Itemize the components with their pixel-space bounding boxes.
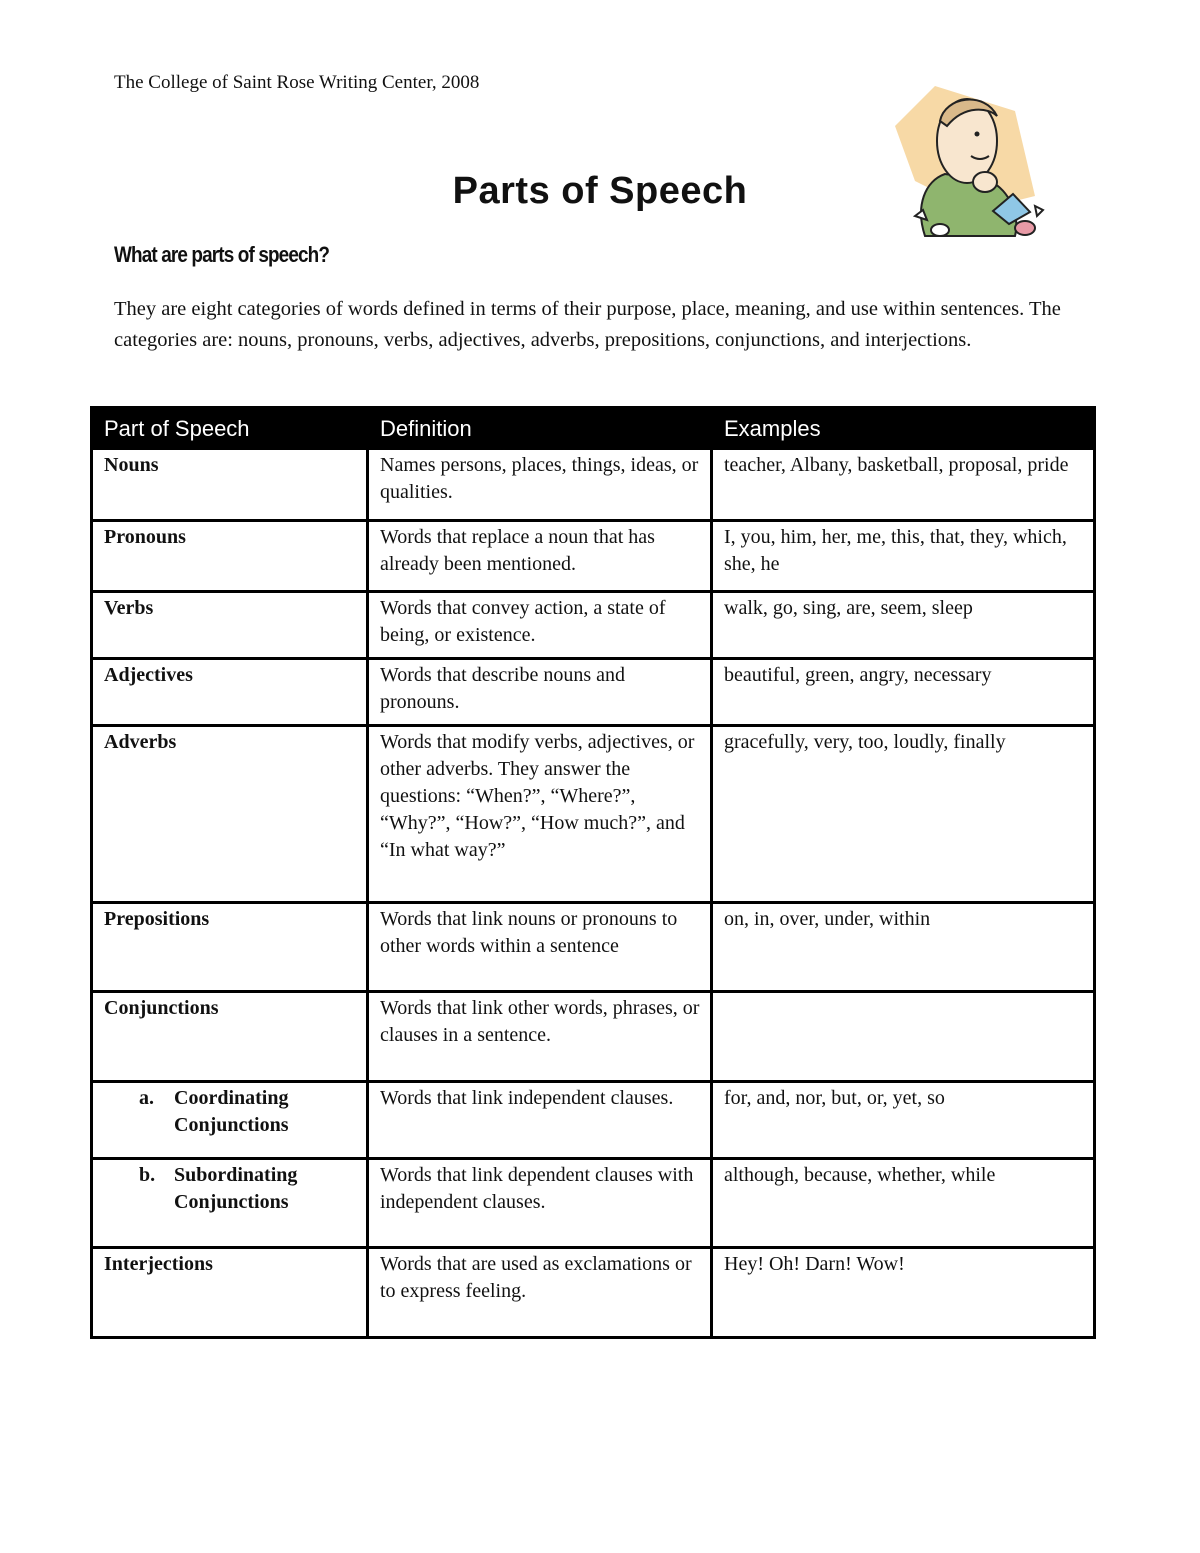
part-cell — [92, 1082, 368, 1159]
thinking-man-clipart-icon — [885, 86, 1047, 244]
definition-cell: Words that replace a noun that has already been mentioned. — [368, 521, 712, 592]
definition-cell: Words that link nouns or pronouns to other words within a sentence — [368, 903, 712, 992]
definition-cell: Words that link independent clauses. — [368, 1082, 712, 1159]
table-row — [92, 992, 1095, 1082]
part-cell: Interjections — [92, 1248, 368, 1338]
column-header-part: Part of Speech — [92, 408, 368, 449]
examples-cell: on, in, over, under, within — [712, 903, 1095, 992]
examples-cell: for, and, nor, but, or, yet, so — [712, 1082, 1095, 1159]
sub-category-name: Coordinating Conjunctions — [174, 1087, 289, 1136]
part-cell: Conjunctions — [92, 992, 368, 1082]
page-title: Parts of Speech — [452, 170, 748, 212]
part-cell: Adjectives — [92, 659, 368, 726]
table-row — [92, 592, 1095, 659]
list-marker: b. — [139, 1164, 156, 1186]
section-heading: What are parts of speech? — [114, 242, 330, 267]
part-cell: Adverbs — [92, 726, 368, 903]
table-row — [92, 903, 1095, 992]
intro-paragraph: They are eight categories of words defined in terms of their purpose, place, meaning, and use within sentences. The categories are: nouns, pronouns, verbs, adjectives, adverbs, prepositions, conjunctions, and interjections. — [114, 298, 1061, 351]
examples-cell — [712, 992, 1095, 1082]
examples-cell: teacher, Albany, basketball, proposal, pride — [712, 449, 1095, 521]
table-row — [92, 726, 1095, 903]
examples-cell: walk, go, sing, are, seem, sleep — [712, 592, 1095, 659]
definition-cell: Words that convey action, a state of being, or existence. — [368, 592, 712, 659]
column-header-examples: Examples — [712, 408, 1095, 449]
examples-cell: I, you, him, her, me, this, that, they, which, she, he — [712, 521, 1095, 592]
part-cell — [92, 1159, 368, 1248]
sub-category-name: Subordinating Conjunctions — [174, 1164, 298, 1213]
sub-category-label — [104, 1162, 356, 1216]
part-cell: Pronouns — [92, 521, 368, 592]
definition-cell: Words that are used as exclamations or to express feeling. — [368, 1248, 712, 1338]
examples-cell: Hey! Oh! Darn! Wow! — [712, 1248, 1095, 1338]
table-row — [92, 1159, 1095, 1248]
table-row — [92, 521, 1095, 592]
examples-cell: gracefully, very, too, loudly, finally — [712, 726, 1095, 903]
sub-category-label — [104, 1085, 356, 1139]
table-header-row — [92, 408, 1095, 449]
part-cell: Verbs — [92, 592, 368, 659]
part-cell: Nouns — [92, 449, 368, 521]
part-cell: Prepositions — [92, 903, 368, 992]
document-header: The College of Saint Rose Writing Center, 2008 — [114, 72, 480, 93]
table-row — [92, 659, 1095, 726]
definition-cell: Words that describe nouns and pronouns. — [368, 659, 712, 726]
column-header-definition: Definition — [368, 408, 712, 449]
definition-cell: Words that modify verbs, adjectives, or other adverbs. They answer the questions: “When?”, “Where?”, “Why?”, “How?”, “How much?”, and “In what way?” — [368, 726, 712, 903]
definition-cell: Words that link dependent clauses with independent clauses. — [368, 1159, 712, 1248]
definition-cell: Words that link other words, phrases, or clauses in a sentence. — [368, 992, 712, 1082]
examples-cell: beautiful, green, angry, necessary — [712, 659, 1095, 726]
parts-of-speech-table — [90, 406, 1096, 1339]
table-row — [92, 1248, 1095, 1338]
examples-cell: although, because, whether, while — [712, 1159, 1095, 1248]
definition-cell: Names persons, places, things, ideas, or qualities. — [368, 449, 712, 521]
list-marker: a. — [139, 1087, 154, 1109]
table-row — [92, 1082, 1095, 1159]
table-row — [92, 449, 1095, 521]
